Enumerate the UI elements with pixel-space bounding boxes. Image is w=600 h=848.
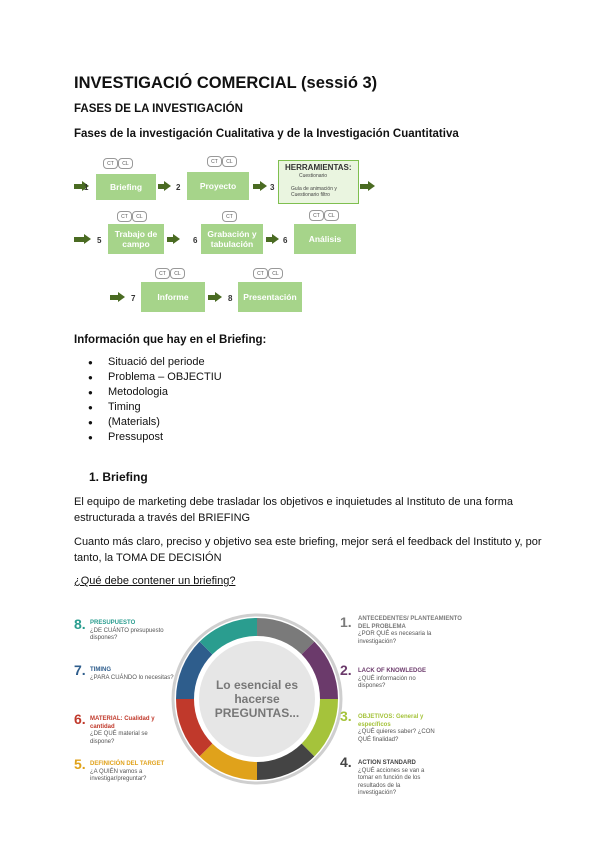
item-title: DEFINICIÓN DEL TARGET [90,761,165,767]
tag-cl: CL [268,268,283,279]
phase-number: 5 [97,236,102,245]
item-title: MATERIAL: Cualidad y cantidad [90,716,155,730]
tools-item-2: Guía de animación y Cuestionario filtro [291,186,337,198]
arrow-shaft [208,295,215,300]
center-text: Lo esencial es hacerse PREGUNTAS... [214,678,300,720]
item-title: ACTION STANDARD [358,760,416,766]
item-number: 3. [340,708,352,724]
item-number: 6. [74,711,86,727]
arrow-icon [215,292,222,302]
tag-ct: CT [207,156,222,167]
list-item: ● Problema – OBJECTIU [88,370,222,385]
arrow-icon [260,181,267,191]
item-title: PRESUPUESTO [90,620,136,626]
section-subtitle: FASES DE LA INVESTIGACIÓN [74,103,243,115]
phase-number: 6 [283,236,288,245]
phase-number: 3 [270,183,275,192]
item-title: LACK OF KNOWLEDGE [358,668,426,674]
phases-heading: Fases de la investigación Cualitativa y de la Investigación Cuantitativa [74,128,459,140]
question-heading: ¿Qué debe contener un briefing? [74,575,236,587]
arrow-shaft [74,237,84,242]
phase-number: 1 [84,183,89,192]
tag-cl: CL [118,158,133,169]
tag-ct: CT [155,268,170,279]
tag-cl: CL [324,210,339,221]
tag-ct: CT [103,158,118,169]
tag-ct: CT [309,210,324,221]
tag-ct: CT [117,211,132,222]
phase-informe: Informe [141,282,205,312]
item-number: 8. [74,616,86,632]
phase-presentacion: Presentación [238,282,302,312]
arrow-shaft [74,184,82,189]
list-item: ● Metodologia [88,385,222,400]
tag-cl: CL [132,211,147,222]
item-title: ANTECEDENTES/ PLANTEAMIENTO DEL PROBLEMA [358,616,462,630]
list-item: ● Timing [88,400,222,415]
arrow-icon [84,234,91,244]
item-lack-knowledge [358,668,438,691]
paragraph-1: El equipo de marketing debe trasladar los objetivos e inquietudes al Instituto de una forma estructurada a través del BRIEFING [74,496,514,524]
arrow-icon [272,234,279,244]
section-heading: 1. Briefing [89,470,148,484]
item-desc: ¿DE CUÁNTO presupuesto dispones? [90,627,164,641]
item-action-standard [358,760,438,798]
paragraph-2: Cuanto más claro, preciso y objetivo sea este briefing, mejor será el feedback del Instituto y, por tanto, la TOMA DE DECISIÓN [74,536,542,564]
item-desc: ¿DE QUÉ material se dispone? [90,731,148,745]
phase-analisis: Análisis [294,224,356,254]
item-title: OBJETIVOS: General y específicos [358,714,424,728]
arrow-icon [173,234,180,244]
item-timing [90,667,180,682]
item-number: 2. [340,662,352,678]
arrow-icon [118,292,125,302]
phase-number: 7 [131,294,136,303]
item-number: 7. [74,662,86,678]
briefing-info-heading: Información que hay en el Briefing: [74,334,267,346]
arrow-icon [164,181,171,191]
tag-cl: CL [222,156,237,167]
item-target [90,761,182,784]
phase-number: 2 [176,183,181,192]
item-antecedentes [358,616,468,646]
tag-ct: CT [253,268,268,279]
arrow-shaft [253,184,260,189]
item-presupuesto [90,620,180,643]
item-desc: ¿PARA CUÁNDO lo necesitas? [90,674,174,681]
item-objetivos [358,714,438,744]
tools-item-1: Cuestionario [299,173,328,179]
list-item: ● Pressupost [88,430,222,445]
item-desc: ¿A QUIÉN vamos a investigar/preguntar? [90,768,147,782]
arrow-shaft [110,295,118,300]
item-number: 5. [74,756,86,772]
arrow-shaft [360,184,368,189]
tools-box [278,160,359,204]
briefing-list [88,355,222,445]
item-desc: ¿QUÉ información no dispones? [358,675,416,689]
list-item: ● (Materials) [88,415,222,430]
tag-cl: CL [170,268,185,279]
item-desc: ¿POR QUÉ es necesaria la investigación? [358,631,432,645]
phase-grabacion: Grabación y tabulación [201,224,263,254]
tools-title: HERRAMIENTAS: [285,163,352,172]
phase-number: 6 [193,236,198,245]
page-title: INVESTIGACIÓ COMERCIAL (sessió 3) [74,74,378,92]
item-desc: ¿QUÉ acciones se van a tomar en función de los resultados de la investigación? [358,767,425,796]
item-number: 1. [340,614,352,630]
item-number: 4. [340,754,352,770]
phase-proyecto: Proyecto [187,172,249,200]
item-desc: ¿QUÉ quieres saber? ¿CON QUÉ finalidad? [358,729,435,743]
arrow-icon [368,181,375,191]
list-item: ● Situació del periode [88,355,222,370]
item-material [90,716,170,746]
phase-trabajo-campo: Trabajo de campo [108,224,164,254]
tag-ct: CT [222,211,237,222]
phase-briefing: Briefing [96,174,156,200]
phase-number: 8 [228,294,233,303]
item-title: TIMING [90,667,111,673]
